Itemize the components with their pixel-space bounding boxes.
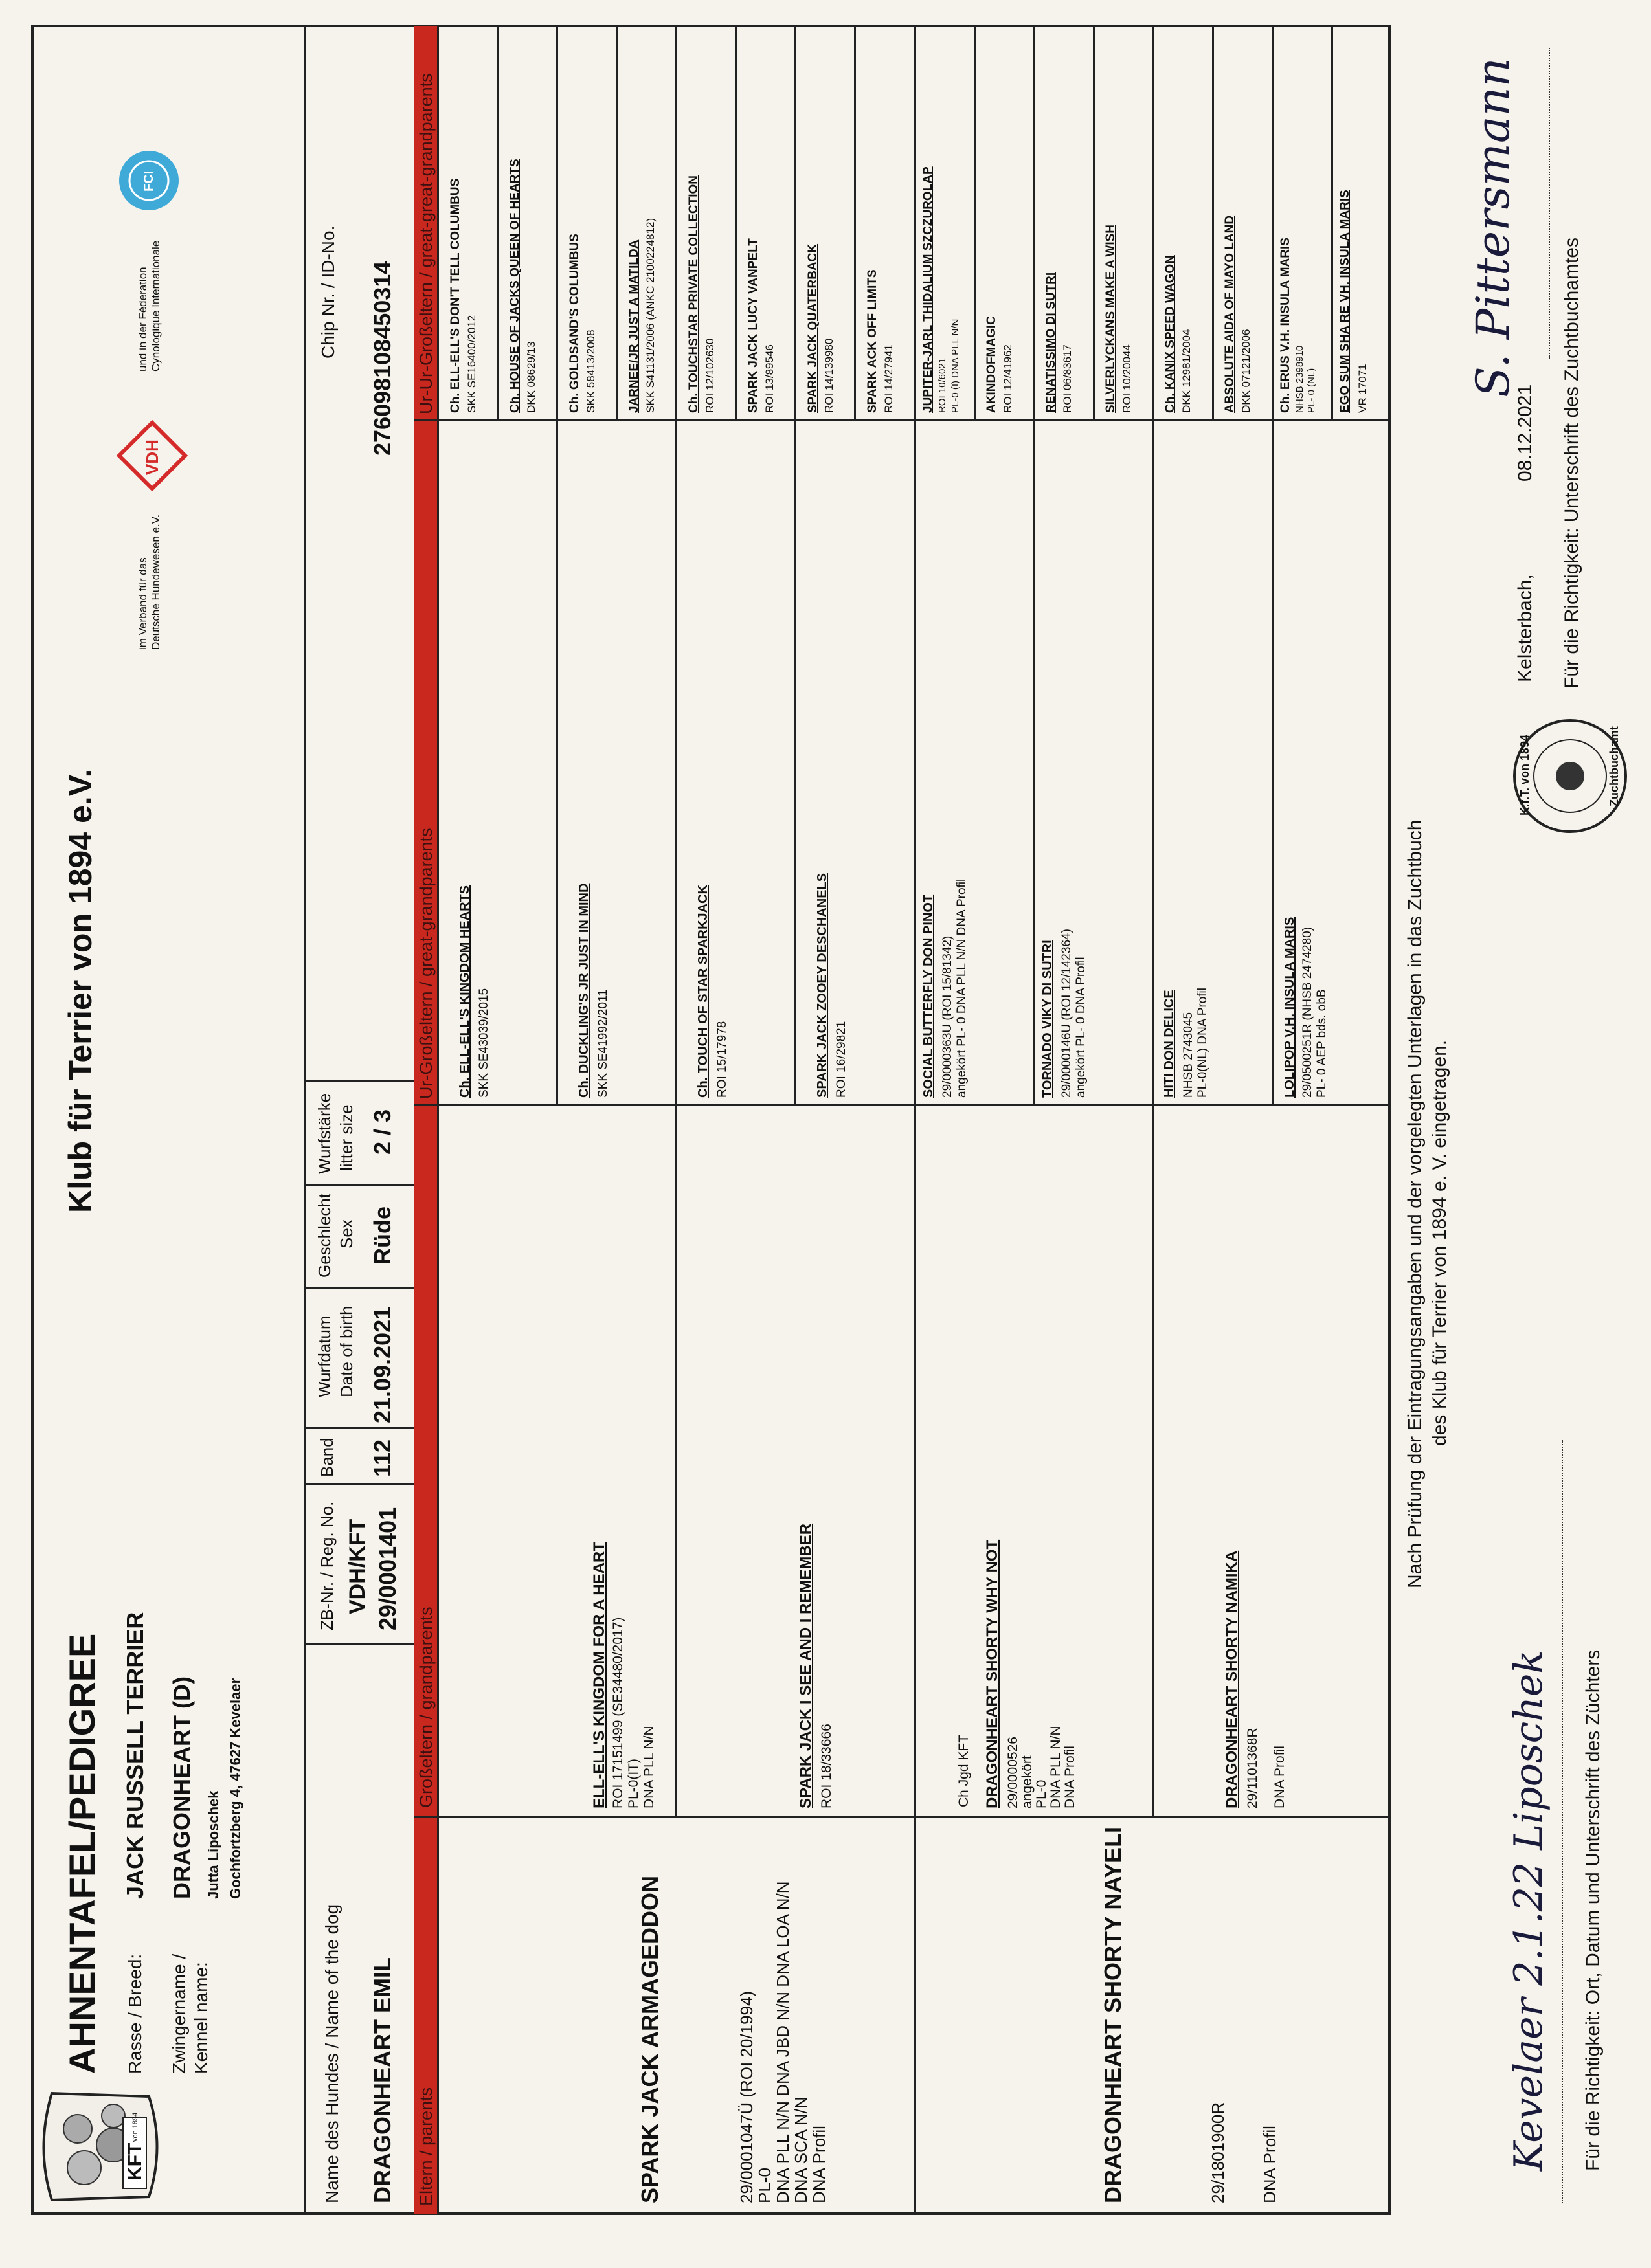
grandparent-detail: ROI 17151499 (SE34480/2017) bbox=[611, 1617, 625, 1808]
office-caption: Für die Richtigkeit: Unterschrift des Zuchtbuchamtes bbox=[1561, 238, 1582, 689]
great-grandparent-name: HITI DON DELICE bbox=[1162, 990, 1176, 1098]
grandparent-detail: PL-0(IT) bbox=[626, 1758, 641, 1808]
ancestor-name: SPARK JACK QUATERBACK bbox=[806, 243, 820, 413]
ancestor-name: Ch. ELL-ELL'S DON'T TELL COLUMBUS bbox=[449, 178, 462, 413]
dam-name: DRAGONHEART SHORTY NAYELI bbox=[1099, 1826, 1126, 2203]
page-title: AHNENTAFEL/PEDIGREE bbox=[62, 1633, 102, 2074]
great-grandparent-name: SPARK JACK ZOOEY DESCHANELS bbox=[815, 873, 829, 1098]
chip-label: Chip Nr. / ID-No. bbox=[318, 225, 338, 359]
ancestor-name: Ch. ERUS V.H. INSULA MARIS bbox=[1279, 238, 1292, 413]
great-grandparent-name: Ch. ELL-ELL'S KINGDOM HEARTS bbox=[458, 885, 472, 1098]
ancestor-name: ABSOLUTE AIDA OF MAYO LAND bbox=[1223, 215, 1237, 413]
column-bar-parents bbox=[414, 1818, 437, 2214]
grandparent-name: ELL-ELL'S KINGDOM FOR A HEART bbox=[590, 1542, 608, 1808]
grandparent-detail: 29/0000526 bbox=[1005, 1737, 1020, 1808]
grandparent-name: DRAGONHEART SHORTY NAMIKA bbox=[1223, 1550, 1241, 1808]
ancestor-detail: ROI 14/27941 bbox=[882, 344, 895, 413]
dog-name-label: Name des Hundes / Name of the dog bbox=[322, 1904, 342, 2203]
ancestor-name: AKINDOFMAGIC bbox=[985, 316, 998, 413]
dob-label-1: Wurfdatum bbox=[315, 1315, 334, 1397]
ancestor-name: SILVERLYCKANS MAKE A WISH bbox=[1104, 224, 1118, 413]
great-grandparent-detail: 29/0500251R (NHSB 2474280) bbox=[1301, 926, 1314, 1098]
ancestor-name: Ch. GOLDSAND'S COLUMBUS bbox=[568, 234, 581, 413]
ancestor-detail: ROI 14/139980 bbox=[823, 338, 835, 413]
certification-line-2: des Klub für Terrier von 1894 e. V. eingetragen. bbox=[1429, 1040, 1450, 1446]
great-grandparent-detail: ROI 16/29821 bbox=[835, 1021, 848, 1098]
ancestor-detail: ROI 12/41962 bbox=[1002, 344, 1014, 413]
reg-value-2: 29/0001401 bbox=[374, 1507, 401, 1630]
column-bar-great-grandparents bbox=[414, 421, 437, 1104]
column-parents: Eltern / parents bbox=[416, 2087, 436, 2206]
ancestor-detail: ROI 10/20044 bbox=[1121, 344, 1133, 413]
great-grandparent-detail: angekört PL- 0 DNA PLL N/N DNA Profil bbox=[955, 878, 969, 1098]
sire-detail: DNA Profil bbox=[809, 2126, 829, 2203]
grandparent-detail: DNA PLL N/N bbox=[642, 1726, 657, 1808]
litter-value: 2 / 3 bbox=[369, 1109, 396, 1155]
club-title: Klub für Terrier von 1894 e.V. bbox=[62, 768, 98, 1213]
sex-label-2: Sex bbox=[337, 1219, 356, 1249]
club-stamp bbox=[1509, 715, 1632, 838]
stamp-top-text: K.f.T. von 1894 bbox=[1518, 734, 1531, 816]
great-grandparent-detail: 29/0000363U (ROI 15/81342) bbox=[941, 935, 954, 1098]
grandparent-name: DRAGONHEART SHORTY WHY NOT bbox=[983, 1539, 1001, 1808]
ancestor-detail: DKK 08629/13 bbox=[525, 341, 537, 413]
great-grandparent-name: TORNADO VIKY DI SUTRI bbox=[1040, 940, 1055, 1098]
stamp-bottom-text: Zuchtbuchamt bbox=[1608, 726, 1621, 806]
date: 08.12.2021 bbox=[1514, 384, 1536, 482]
kft-logo-text: KFT bbox=[124, 2142, 146, 2181]
dam-detail: 29/1801900R bbox=[1208, 2102, 1228, 2203]
great-grandparent-detail: PL- 0 AEP bds. obB bbox=[1315, 989, 1329, 1098]
ancestor-detail: DKK 07121/2006 bbox=[1240, 329, 1252, 413]
breed-value: JACK RUSSELL TERRIER bbox=[122, 1612, 148, 1899]
office-signature: S. Pittersmann bbox=[1466, 58, 1520, 397]
breeder-address: Gochfortzberg 4, 47627 Kevelaer bbox=[227, 1678, 243, 1899]
dob-label-2: Date of birth bbox=[337, 1306, 356, 1397]
vdh-logo-text: VDH bbox=[142, 439, 162, 475]
grandparent-detail: angekört bbox=[1020, 1755, 1035, 1808]
vdh-text-2: Deutsche Hundewesen e.V. bbox=[150, 514, 162, 650]
sex-value: Rüde bbox=[369, 1206, 396, 1265]
reg-value-1: VDH/KFT bbox=[345, 1518, 370, 1614]
ancestor-name: RENATISSIMO DI SUTRI bbox=[1044, 272, 1058, 413]
ancestor-detail: ROI 10/6021 bbox=[937, 357, 948, 413]
great-grandparent-name: SOCIAL BUTTERFLY DON PINOT bbox=[921, 894, 936, 1098]
ancestor-name: Ch. KANIX SPEED WAGON bbox=[1163, 255, 1177, 413]
sex-label-1: Geschlecht bbox=[315, 1193, 334, 1278]
column-grandparents: Großeltern / grandparents bbox=[416, 1606, 436, 1808]
ancestor-detail: PL- 0 (NL) bbox=[1306, 368, 1317, 413]
kennel-label-en: Kennel name: bbox=[191, 1962, 211, 2074]
ancestor-detail: ROI 06/83617 bbox=[1061, 344, 1073, 413]
ancestor-name: JARNEE/JR JUST A MATILDA bbox=[627, 239, 641, 413]
fci-text-2: Cynologique Internationale bbox=[150, 240, 162, 372]
sire-detail: 29/0001047Ü (ROI 20/1994) bbox=[737, 1990, 756, 2203]
great-grandparent-name: LOLIPOP V.H. INSULA MARIS bbox=[1283, 917, 1297, 1098]
ancestor-detail: SKK 58413/2008 bbox=[585, 329, 597, 413]
fci-text-1: und in der Féderation bbox=[137, 267, 149, 372]
great-grandparent-detail: ROI 15/17978 bbox=[715, 1021, 729, 1098]
great-grandparent-detail: NHSB 2743045 bbox=[1182, 1012, 1195, 1098]
band-label: Band bbox=[317, 1438, 337, 1477]
dog-name: DRAGONHEART EMIL bbox=[369, 1957, 396, 2203]
ancestor-detail: PL-0 (I) DNA PLL N/N bbox=[950, 318, 961, 413]
great-grandparent-name: Ch. DUCKLING'S JR JUST IN MIND bbox=[577, 883, 591, 1098]
grandparent-detail: DNA Profil bbox=[1272, 1746, 1287, 1808]
sire-detail: DNA SCA N/N bbox=[791, 2096, 811, 2203]
great-grandparent-detail: angekört PL- 0 DNA Profil bbox=[1074, 957, 1088, 1098]
great-grandparent-detail: PL-0(NL) DNA Profil bbox=[1196, 988, 1209, 1098]
breeder-caption: Für die Richtigkeit: Ort, Datum und Unterschrift des Züchters bbox=[1582, 1649, 1604, 2171]
column-great-great-grandparents: Ur-Ur-Großeltern / great-great-grandparents bbox=[416, 73, 436, 414]
kft-logo-subtext: von 1894 bbox=[131, 2112, 139, 2142]
litter-label-1: Wurfstärke bbox=[315, 1093, 334, 1174]
grandparent-title: Ch Jgd KFT bbox=[956, 1734, 971, 1807]
column-bar-great-great-grandparents bbox=[414, 26, 437, 419]
ancestor-detail: ROI 12/102630 bbox=[704, 338, 716, 413]
great-grandparent-detail: SKK SE43039/2015 bbox=[477, 988, 491, 1098]
chip-value: 276098108450314 bbox=[369, 261, 396, 456]
grandparent-detail: PL-0 bbox=[1034, 1779, 1049, 1808]
vdh-text-1: im Verband für das bbox=[137, 557, 149, 650]
breeder-name: Jutta Liposchek bbox=[205, 1790, 221, 1899]
sire-detail: DNA PLL N/N DNA JBD N/N DNA LOA N/N bbox=[773, 1881, 792, 2203]
ancestor-name: SPARK ACK OFF LIMITS bbox=[866, 269, 879, 413]
ancestor-detail: NHSB 2398910 bbox=[1294, 345, 1305, 413]
dam-detail: DNA Profil bbox=[1260, 2126, 1279, 2203]
column-bar-grandparents bbox=[414, 1106, 437, 1816]
great-grandparent-name: Ch. TOUCH OF STAR SPARKJACK bbox=[696, 885, 710, 1098]
fci-logo-text: FCI bbox=[142, 170, 156, 192]
grandparent-detail: DNA Profil bbox=[1062, 1746, 1077, 1808]
kennel-label-de: Zwingername / bbox=[169, 1953, 189, 2074]
certification-line-1: Nach Prüfung der Eintragungsangaben und der vorgelegten Unterlagen in das Zuchtbuch bbox=[1404, 819, 1426, 1588]
grandparent-name: SPARK JACK I SEE AND I REMEMBER bbox=[797, 1523, 814, 1808]
kennel-value: DRAGONHEART (D) bbox=[168, 1676, 195, 1899]
grandparent-detail: 29/1101368R bbox=[1245, 1728, 1260, 1808]
band-value: 112 bbox=[369, 1439, 396, 1477]
ancestor-name: SPARK JACK LUCY VANPELT bbox=[747, 238, 760, 413]
ancestor-detail: SKK S41131/2006 (ANKC 2100224812) bbox=[644, 217, 657, 413]
ancestor-detail: ROI 13/89546 bbox=[763, 344, 776, 413]
ancestor-name: Ch. TOUCHSTAR PRIVATE COLLECTION bbox=[687, 175, 701, 413]
reg-label: ZB-Nr. / Reg. No. bbox=[317, 1501, 337, 1630]
breeder-signature: Kevelaer 2.1.22 Liposchek bbox=[1506, 1650, 1551, 2171]
great-grandparent-detail: 29/0000146U (ROI 12/142364) bbox=[1060, 929, 1073, 1098]
column-great-grandparents: Ur-Großeltern / great-grandparents bbox=[416, 828, 436, 1099]
ancestor-detail: DKK 12981/2004 bbox=[1180, 329, 1193, 413]
great-grandparent-detail: SKK SE41992/2011 bbox=[596, 989, 610, 1098]
litter-label-2: litter size bbox=[337, 1104, 356, 1171]
grandparent-detail: DNA PLL N/N bbox=[1048, 1726, 1063, 1808]
sire-detail: PL-0 bbox=[755, 2168, 774, 2203]
dob-value: 21.09.2021 bbox=[369, 1306, 396, 1423]
ancestor-detail: SKK SE16400/2012 bbox=[466, 315, 478, 413]
ancestor-name: Ch. HOUSE OF JACKS QUEEN OF HEARTS bbox=[508, 159, 522, 413]
breed-label: Rasse / Breed: bbox=[125, 1953, 145, 2074]
grandparent-detail: ROI 18/33666 bbox=[819, 1724, 834, 1808]
place: Kelsterbach, bbox=[1514, 574, 1536, 682]
ancestor-detail: VR 17071 bbox=[1356, 364, 1369, 413]
ancestor-name: JUPITER-JARL THIDALIUM SZCZUROLAP bbox=[921, 166, 935, 413]
sire-name: SPARK JACK ARMAGEDDON bbox=[636, 1875, 663, 2203]
ancestor-name: EGO SUM SHA RE VH. INSULA MARIS bbox=[1338, 190, 1352, 413]
